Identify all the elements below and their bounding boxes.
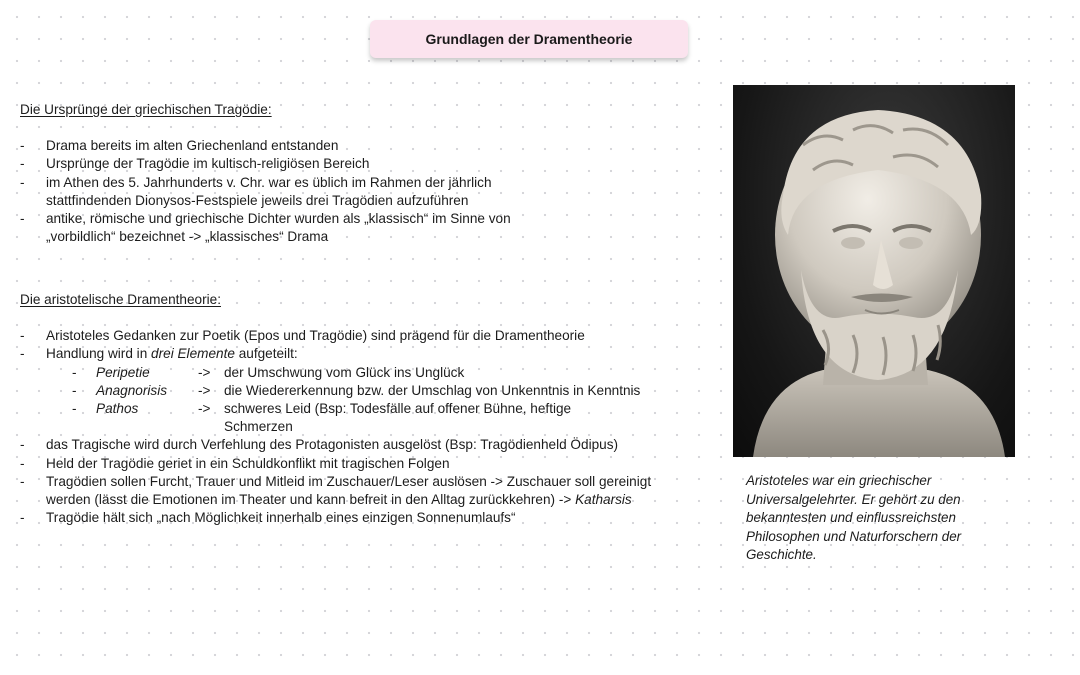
list-item: - Ursprünge der Tragödie im kultisch-religiösen Bereich bbox=[20, 155, 700, 173]
aristotle-bust-image bbox=[733, 85, 1015, 457]
page-title: Grundlagen der Dramentheorie bbox=[370, 20, 688, 58]
arrow-text: -> bbox=[198, 364, 211, 380]
list-item-katharsis: - Tragödien sollen Furcht, Trauer und Mitleid im Zuschauer/Leser auslösen -> Zuschauer soll gereinigt werden (lässt die Emotionen im Theater und kann befreit in den Alltag zurückkehren) -> Katharsis bbox=[20, 473, 676, 509]
section-heading-aristotle: Die aristotelische Dramentheorie: bbox=[20, 292, 221, 307]
list-item: - im Athen des 5. Jahrhunderts v. Chr. war es üblich im Rahmen der jährlich stattfindenden Dionysos-Festspiele jeweils drei Tragödien aufzuführen bbox=[20, 174, 516, 210]
element-definition: die Wiedererkennung bzw. der Umschlag von Unkenntnis in Kenntnis bbox=[224, 382, 641, 398]
list-item: - Drama bereits im alten Griechenland entstanden bbox=[20, 137, 700, 155]
element-term: - Anagnorisis bbox=[96, 382, 168, 398]
list-item-elements: - Handlung wird in drei Elemente aufgeteilt: bbox=[20, 345, 700, 363]
aristotle-list bbox=[20, 327, 700, 527]
list-item: - antike, römische und griechische Dichter wurden als „klassisch“ im Sinne von „vorbildlich“ bezeichnet -> „klassisches“ Drama bbox=[20, 210, 524, 246]
list-item: - Held der Tragödie geriet in ein Schuldkonflikt mit tragischen Folgen bbox=[20, 455, 700, 473]
section-origins bbox=[20, 101, 700, 246]
arrow-text: -> bbox=[198, 382, 211, 398]
section-aristotle bbox=[20, 291, 700, 527]
element-term: - Peripetie bbox=[96, 364, 150, 380]
section-heading-origins: Die Ursprünge der griechischen Tragödie: bbox=[20, 102, 272, 117]
bust-illustration bbox=[733, 85, 1015, 457]
element-pathos bbox=[20, 400, 636, 436]
image-caption: Aristoteles war ein griechischer Universalgelehrter. Er gehört zu den bekanntesten und einflussreichsten Philosophen und Naturforschern der Geschichte. bbox=[746, 473, 962, 563]
list-item: - das Tragische wird durch Verfehlung des Protagonisten ausgelöst (Bsp: Tragödienheld Ödipus) bbox=[20, 436, 646, 454]
origins-list bbox=[20, 137, 700, 246]
list-item: - Tragödie hält sich „nach Möglichkeit innerhalb eines einzigen Sonnenumlaufs“ bbox=[20, 509, 700, 527]
element-peripetie bbox=[20, 364, 700, 382]
element-definition: schweres Leid (Bsp: Todesfälle auf offener Bühne, heftige Schmerzen bbox=[224, 401, 572, 435]
emphasis-text: drei Elemente bbox=[151, 346, 235, 362]
emphasis-text: Katharsis bbox=[575, 492, 632, 508]
arrow-text: -> bbox=[198, 401, 211, 417]
list-item: - Aristoteles Gedanken zur Poetik (Epos und Tragödie) sind prägend für die Dramentheorie bbox=[20, 327, 700, 345]
element-anagnorisis bbox=[20, 382, 656, 400]
element-term: - Pathos bbox=[96, 401, 139, 417]
element-definition: der Umschwung vom Glück ins Unglück bbox=[224, 364, 465, 380]
